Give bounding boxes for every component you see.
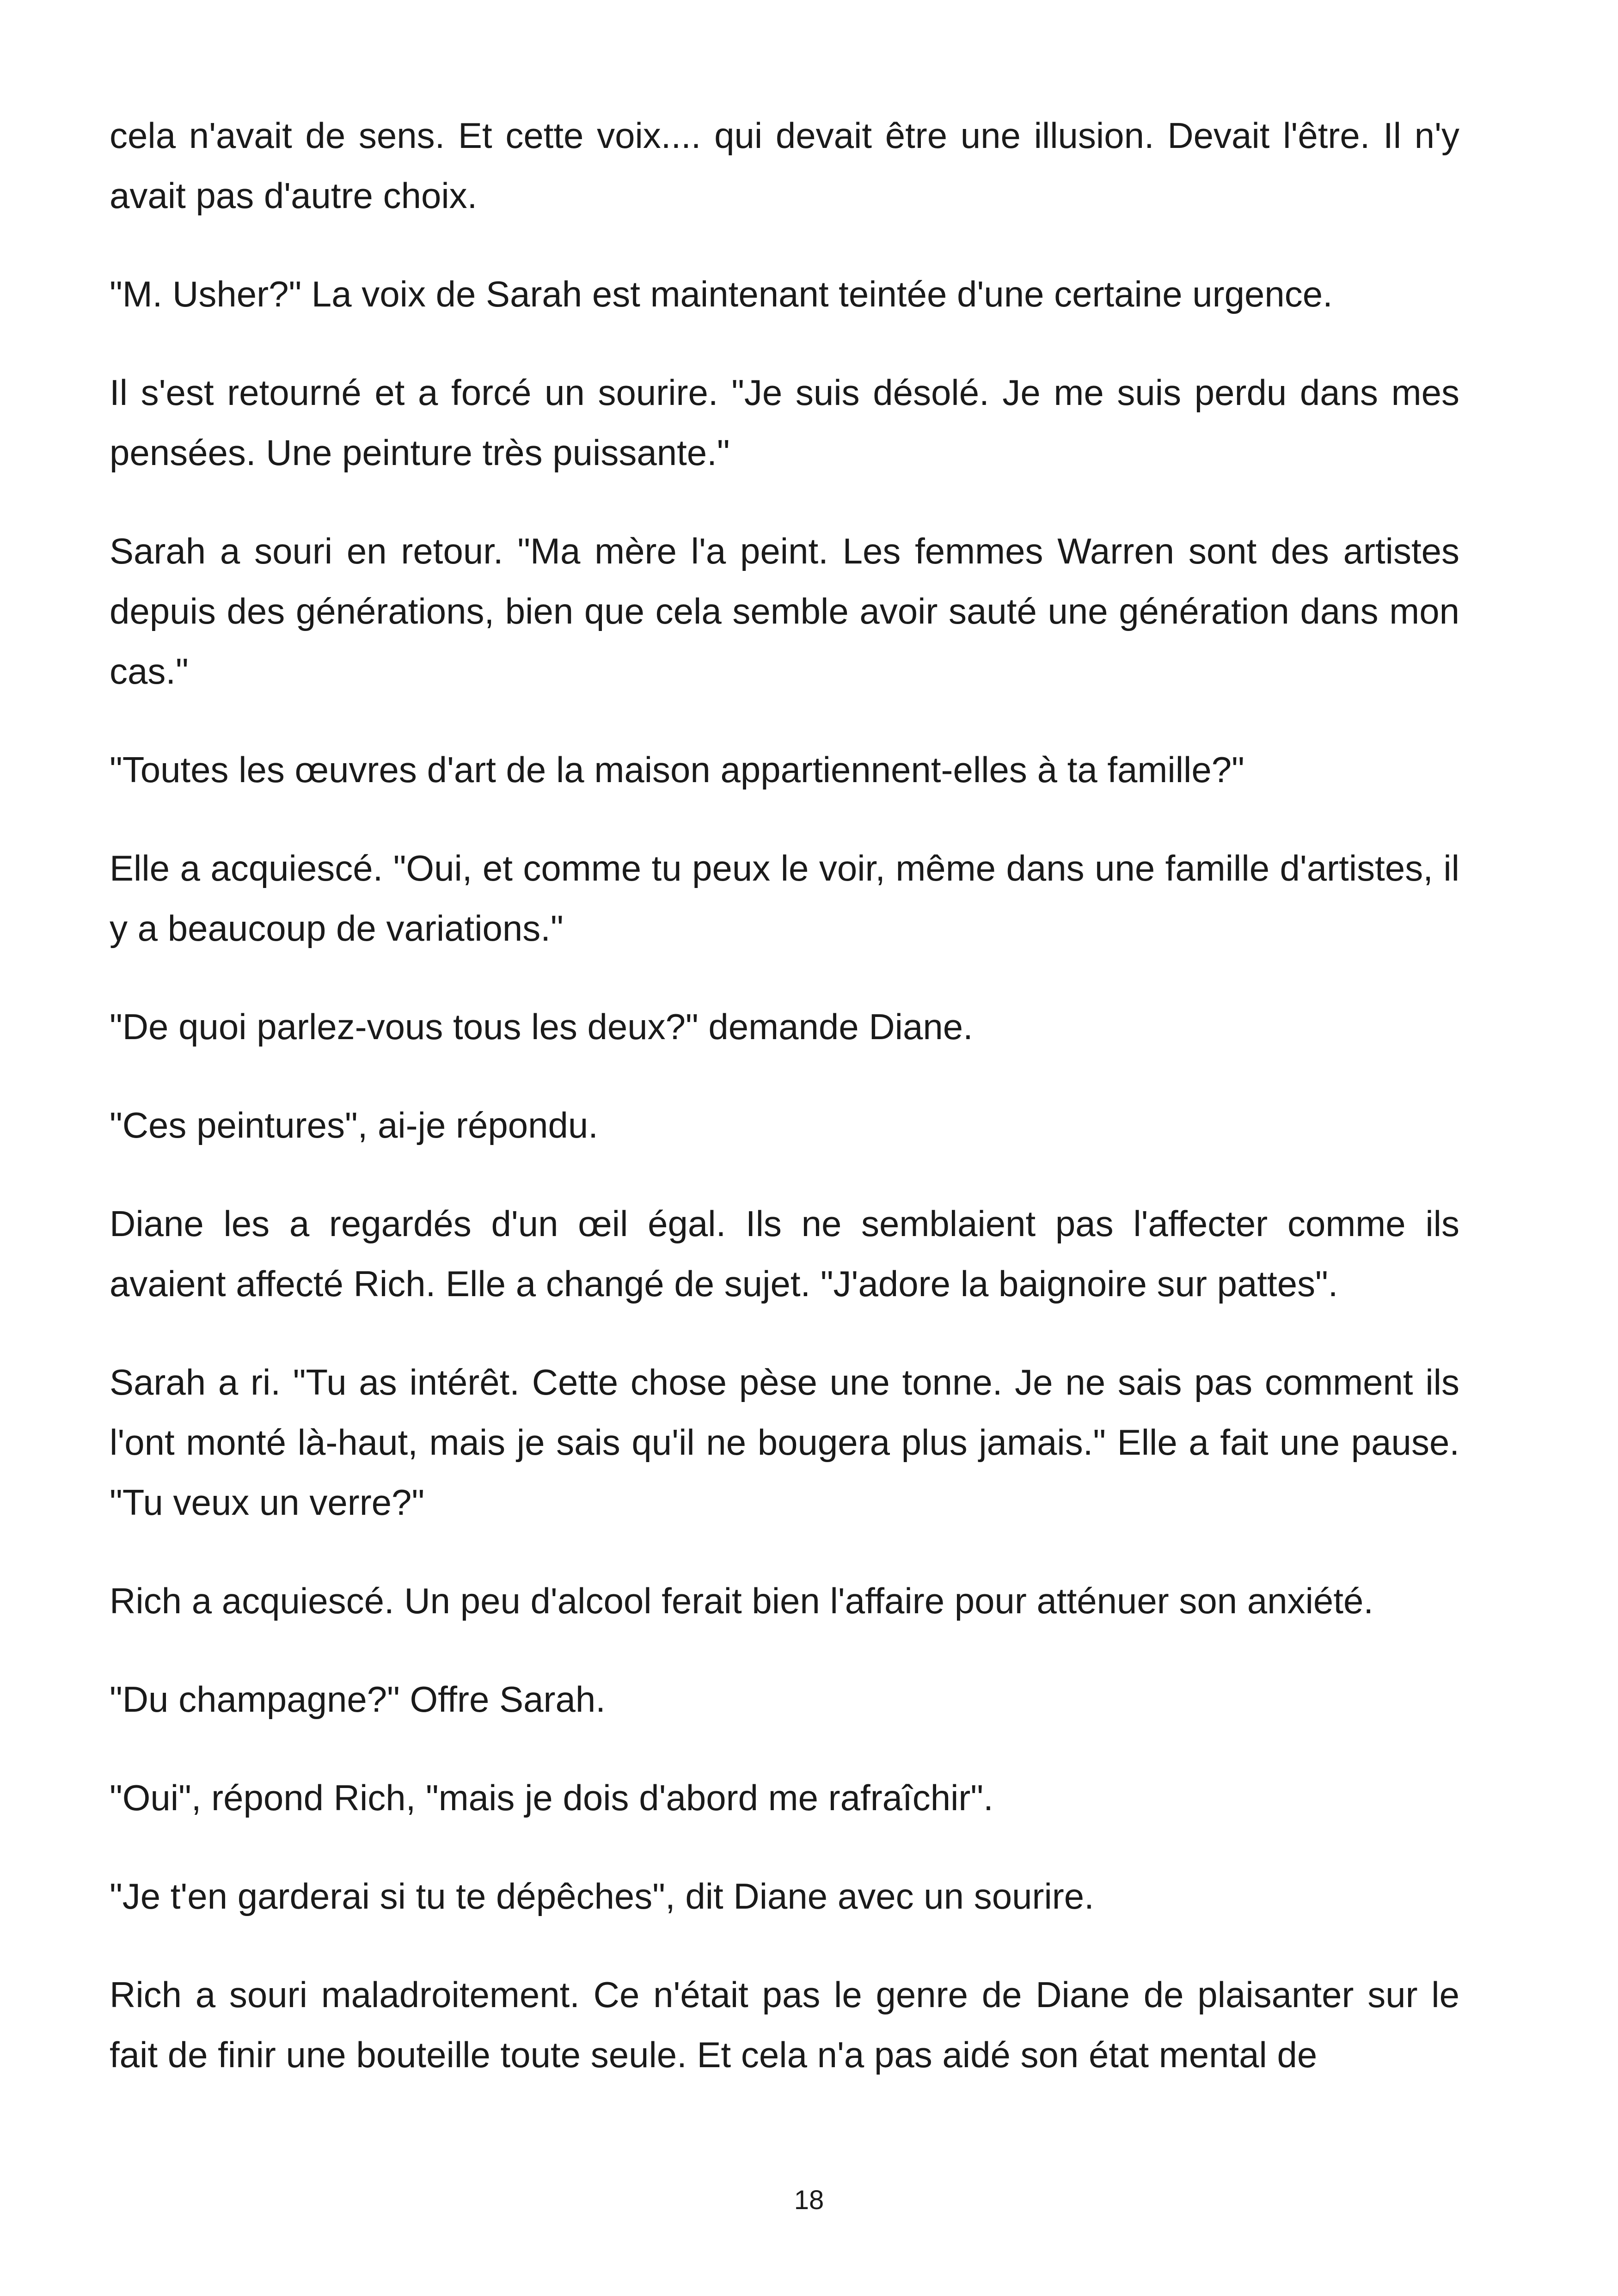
paragraph: Elle a acquiescé. "Oui, et comme tu peux le voir, même dans une famille d'artistes, il y a beaucoup de variations." bbox=[110, 848, 1459, 949]
paragraph: "Du champagne?" Offre Sarah. bbox=[110, 1679, 606, 1720]
paragraph: Diane les a regardés d'un œil égal. Ils ne semblaient pas l'affecter comme ils avaient affecté Rich. Elle a changé de sujet. "J'adore la baignoire sur pattes". bbox=[110, 1203, 1459, 1304]
paragraph: Rich a acquiescé. Un peu d'alcool ferait bien l'affaire pour atténuer son anxiété. bbox=[110, 1580, 1374, 1621]
paragraph: "De quoi parlez-vous tous les deux?" demande Diane. bbox=[110, 1006, 973, 1047]
page-number: 18 bbox=[794, 2185, 824, 2215]
paragraph: "Je t'en garderai si tu te dépêches", dit Diane avec un sourire. bbox=[110, 1876, 1094, 1916]
paragraph: "Ces peintures", ai-je répondu. bbox=[110, 1105, 598, 1145]
body-text bbox=[110, 105, 1459, 2085]
paragraph: "Toutes les œuvres d'art de la maison appartiennent-elles à ta famille?" bbox=[110, 749, 1244, 790]
paragraph: Sarah a ri. "Tu as intérêt. Cette chose pèse une tonne. Je ne sais pas comment ils l'ont monté là-haut, mais je sais qu'il ne bougera plus jamais." Elle a fait une pause. "Tu veux un verre?" bbox=[110, 1362, 1459, 1523]
paragraph: Il s'est retourné et a forcé un sourire. "Je suis désolé. Je me suis perdu dans mes pensées. Une peinture très puissante." bbox=[110, 372, 1459, 473]
paragraph: Rich a souri maladroitement. Ce n'était pas le genre de Diane de plaisanter sur le fait de finir une bouteille toute seule. Et cela n'a pas aidé son état mental de bbox=[110, 1974, 1459, 2075]
paragraph: "M. Usher?" La voix de Sarah est maintenant teintée d'une certaine urgence. bbox=[110, 274, 1333, 314]
paragraph: "Oui", répond Rich, "mais je dois d'abord me rafraîchir". bbox=[110, 1777, 993, 1818]
paragraph: Sarah a souri en retour. "Ma mère l'a peint. Les femmes Warren sont des artistes depuis des générations, bien que cela semble avoir sauté une génération dans mon cas." bbox=[110, 531, 1459, 692]
paragraph: cela n'avait de sens. Et cette voix.... qui devait être une illusion. Devait l'être. Il n'y avait pas d'autre choix. bbox=[110, 115, 1459, 216]
